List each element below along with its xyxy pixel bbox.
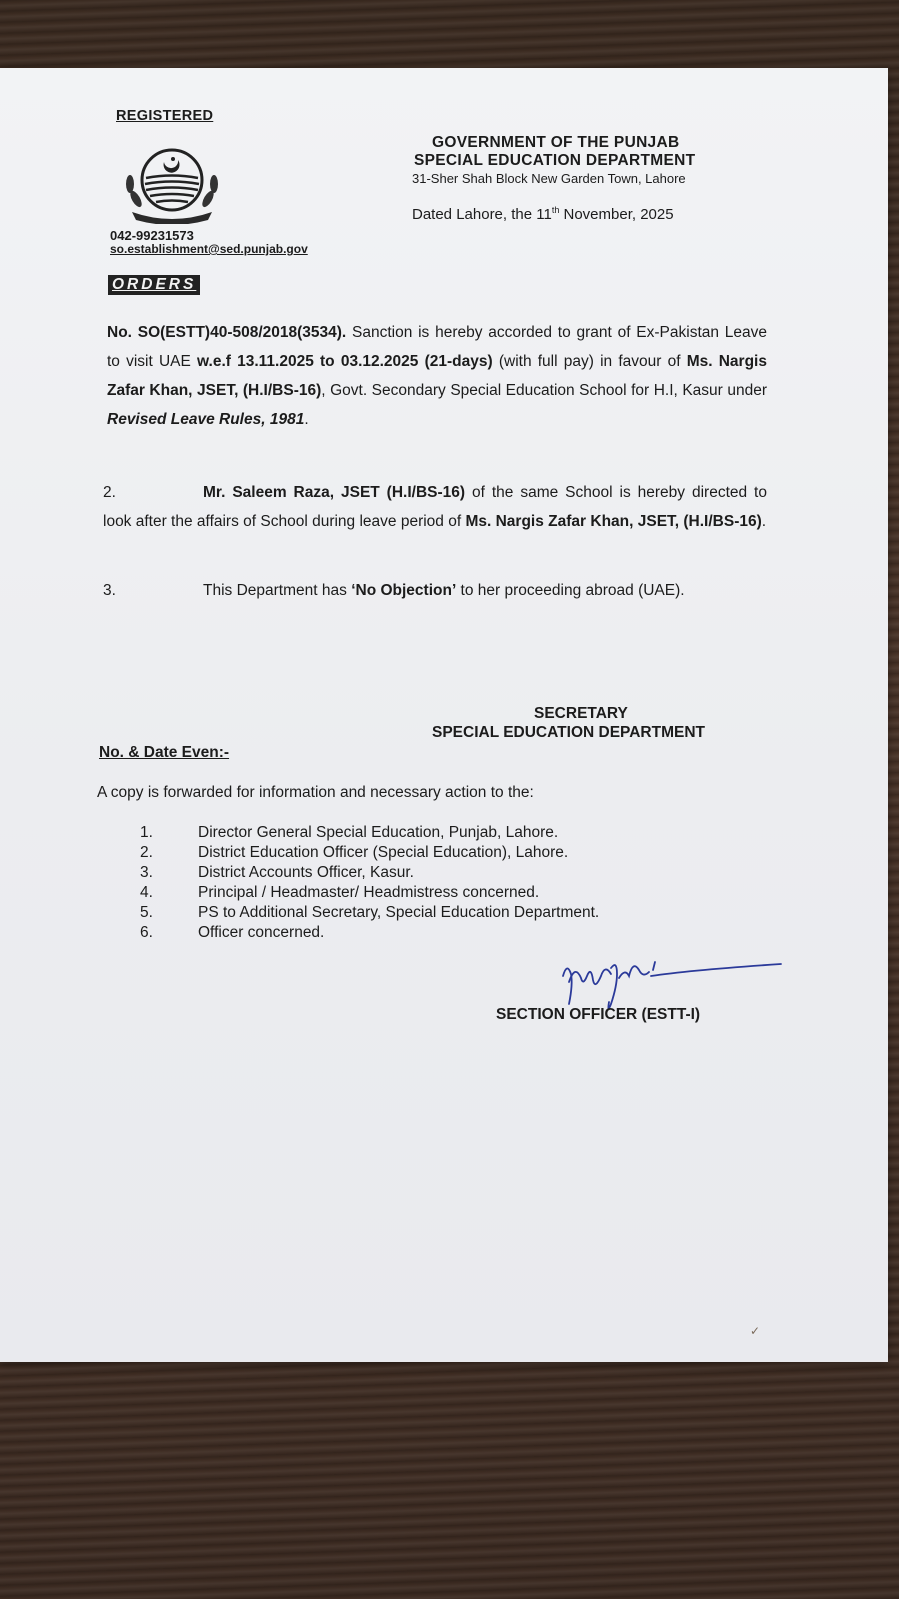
registered-label: REGISTERED [116,108,214,124]
department-address: 31-Sher Shah Block New Garden Town, Lahore [412,171,686,186]
list-item: 1. Director General Special Education, Punjab, Lahore. [140,824,559,841]
order-paragraph-1: No. SO(ESTT)40-508/2018(3534). Sanction is hereby accorded to grant of Ex-Pakistan Leave to visit UAE w.e.f 13.11.2025 to 03.12.2025 (21-days) (with full pay) in favour of Ms. Nargis Zafar Khan, JSET, (H.I/BS-16), Govt. Secondary Special Education School for H.I, Kasur under Revised Leave Rules, 1981. [107,324,767,428]
department-heading: SPECIAL EDUCATION DEPARTMENT [414,152,696,169]
orders-title: ORDERS [108,275,200,295]
no-date-even-heading: No. & Date Even:- [99,744,230,761]
secretary-department: SPECIAL EDUCATION DEPARTMENT [432,724,705,741]
order-paragraph-3: 3. This Department has ‘No Objection’ to her proceeding abroad (UAE). [103,582,685,599]
secretary-title: SECRETARY [534,705,628,722]
list-item: 6. Officer concerned. [140,924,325,941]
list-item: 5. PS to Additional Secretary, Special Education Department. [140,904,600,921]
list-item: 3. District Accounts Officer, Kasur. [140,864,414,881]
dated-line: Dated Lahore, the 11th November, 2025 [412,205,674,223]
section-officer-title: SECTION OFFICER (ESTT-I) [496,1006,701,1023]
phone-number: 042-99231573 [110,228,194,243]
punjab-government-emblem-icon [120,144,224,224]
copy-forwarded-line: A copy is forwarded for information and necessary action to the: [97,784,534,801]
list-item: 4. Principal / Headmaster/ Headmistress concerned. [140,884,540,901]
email-address: so.establishment@sed.punjab.gov [110,242,308,256]
recipient-list [140,823,599,943]
order-paragraph-2: 2. Mr. Saleem Raza, JSET (H.I/BS-16) of the same School is hereby directed to look after the affairs of School during leave period of Ms. Nargis Zafar Khan, JSET, (H.I/BS-16). [103,484,767,530]
list-item: 2. District Education Officer (Special Education), Lahore. [140,844,569,861]
letter-page [0,68,888,1362]
government-heading: GOVERNMENT OF THE PUNJAB [432,134,680,151]
pencil-mark-icon: ✓ [750,1324,761,1338]
